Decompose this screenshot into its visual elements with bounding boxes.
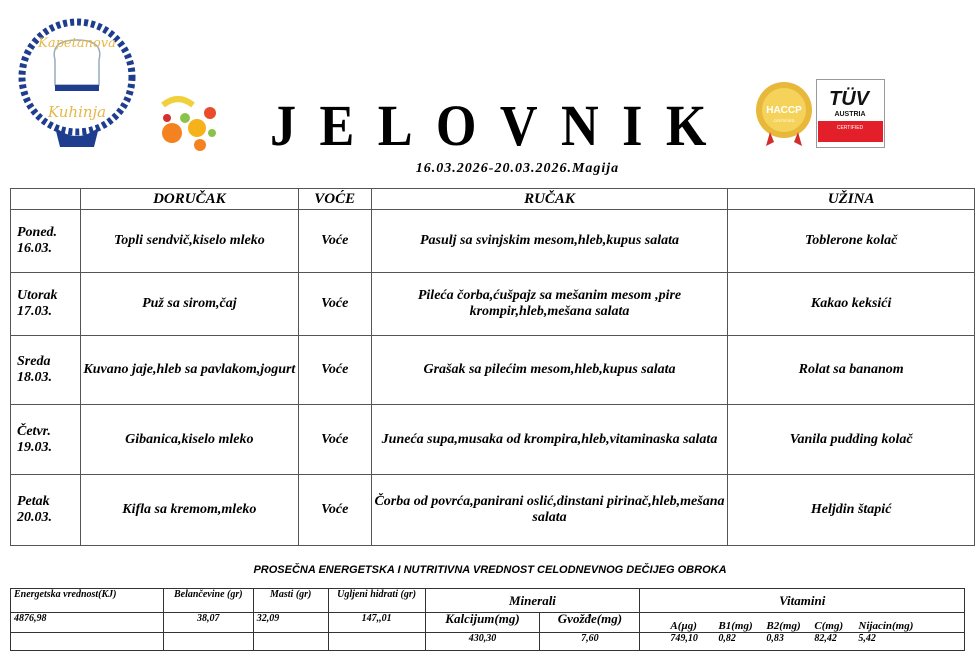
breakfast-cell: Kifla sa kremom,mleko [80, 475, 298, 546]
header-snack: UŽINA [728, 189, 975, 210]
day-cell [11, 405, 81, 475]
breakfast-cell: Puž sa sirom,čaj [80, 273, 298, 336]
nutrition-title: PROSEČNA ENERGETSKA I NUTRITIVNA VREDNOST CELODNEVNOG DEČIJEG OBROKA [253, 564, 727, 576]
svg-text:Kapetanova: Kapetanova [38, 36, 116, 51]
day-cell [11, 273, 81, 336]
protein-value: 38,07 [163, 613, 253, 633]
header-day [11, 189, 81, 210]
day-date: 16.03. [17, 241, 52, 256]
svg-text:CERTIFIED: CERTIFIED [836, 125, 864, 131]
day-name: Četvr. [17, 423, 51, 439]
empty-cell [11, 633, 164, 651]
day-cell [11, 475, 81, 546]
svg-text:CERTIFIED: CERTIFIED [773, 118, 795, 123]
vitamins-label: Vitamini [640, 589, 965, 613]
day-date: 20.03. [17, 510, 52, 525]
day-name: Sreda [17, 354, 51, 369]
vitamin-label: Nijacin(mg) [858, 620, 914, 632]
page-title: JELOVNIK [270, 93, 730, 158]
minerals-label: Minerali [425, 589, 640, 613]
day-cell [11, 210, 81, 273]
empty-cell [163, 633, 253, 651]
date-range: 16.03.2026-20.03.2026.Magija [415, 161, 620, 176]
menu-row [11, 475, 975, 546]
kapetanova-kuhinja-logo [15, 15, 140, 155]
header-lunch: RUČAK [371, 189, 728, 210]
protein-label: Belančevine (gr) [163, 589, 253, 613]
breakfast-cell: Gibanica,kiselo mleko [80, 405, 298, 475]
vitamin-labels [640, 613, 965, 633]
fruit-cell: Voće [298, 273, 371, 336]
carbs-value: 147,,01 [328, 613, 425, 633]
vitamin-value: 0,83 [766, 633, 784, 644]
haccp-badge [755, 80, 815, 148]
vitamin-label: C(mg) [814, 620, 844, 632]
fat-value: 32,09 [253, 613, 328, 633]
vitamin-label: B2(mg) [766, 620, 801, 632]
lunch-cell: Čorba od povrća,panirani oslić,dinstani pirinač,hleb,mešana salata [371, 475, 728, 546]
iron-value: 7,60 [540, 633, 640, 651]
calcium-label: Kalcijum(mg) [425, 613, 540, 633]
iron-label: Gvožđe(mg) [540, 613, 640, 633]
vitamin-value: 749,10 [670, 633, 698, 644]
empty-cell [253, 633, 328, 651]
vitamin-label: B1(mg) [718, 620, 753, 632]
menu-table [10, 188, 975, 546]
fruit-illustration [155, 93, 225, 153]
menu-row [11, 273, 975, 336]
vitamin-value: 5,42 [858, 633, 876, 644]
snack-cell: Heljdin štapić [728, 475, 975, 546]
lunch-cell: Pasulj sa svinjskim mesom,hleb,kupus salata [371, 210, 728, 273]
header-fruit: VOĆE [298, 189, 371, 210]
menu-row [11, 210, 975, 273]
empty-cell [328, 633, 425, 651]
snack-cell: Kakao keksići [728, 273, 975, 336]
nutrition-table [10, 588, 965, 651]
vitamin-value: 0,82 [718, 633, 736, 644]
svg-text:Kuhinja: Kuhinja [47, 103, 107, 121]
day-date: 19.03. [17, 439, 52, 455]
fruit-cell: Voće [298, 475, 371, 546]
header-breakfast: DORUČAK [80, 189, 298, 210]
svg-text:TÜV: TÜV [829, 88, 869, 110]
day-name: Utorak [17, 288, 58, 303]
tuv-austria-badge [816, 79, 886, 149]
vitamin-label: A(µg) [670, 620, 697, 632]
day-date: 18.03. [17, 370, 52, 385]
svg-text:HACCP: HACCP [766, 105, 802, 116]
fruit-cell: Voće [298, 336, 371, 405]
lunch-cell: Grašak sa pilećim mesom,hleb,kupus salata [371, 336, 728, 405]
day-date: 17.03. [17, 304, 52, 319]
day-cell [11, 336, 81, 405]
snack-cell: Vanila pudding kolač [728, 405, 975, 475]
energy-label: Energetska vrednost(KJ) [11, 589, 164, 613]
breakfast-cell: Kuvano jaje,hleb sa pavlakom,jogurt [80, 336, 298, 405]
energy-value: 4876,98 [11, 613, 164, 633]
fat-label: Masti (gr) [253, 589, 328, 613]
carbs-label: Ugljeni hidrati (gr) [328, 589, 425, 613]
breakfast-cell: Topli sendvič,kiselo mleko [80, 210, 298, 273]
fruit-cell: Voće [298, 405, 371, 475]
menu-row [11, 336, 975, 405]
lunch-cell: Juneća supa,musaka od krompira,hleb,vitaminaska salata [371, 405, 728, 475]
fruit-cell: Voće [298, 210, 371, 273]
lunch-cell: Pileća čorba,ćušpajz sa mešanim mesom ,pire krompir,hleb,mešana salata [371, 273, 728, 336]
snack-cell: Toblerone kolač [728, 210, 975, 273]
snack-cell: Rolat sa bananom [728, 336, 975, 405]
calcium-value: 430,30 [425, 633, 540, 651]
day-name: Poned. [17, 225, 58, 240]
svg-text:AUSTRIA: AUSTRIA [834, 111, 866, 118]
vitamin-value: 82,42 [814, 633, 837, 644]
vitamin-values [640, 633, 965, 651]
day-name: Petak [17, 494, 50, 509]
menu-header-row [11, 189, 975, 210]
menu-row [11, 405, 975, 475]
